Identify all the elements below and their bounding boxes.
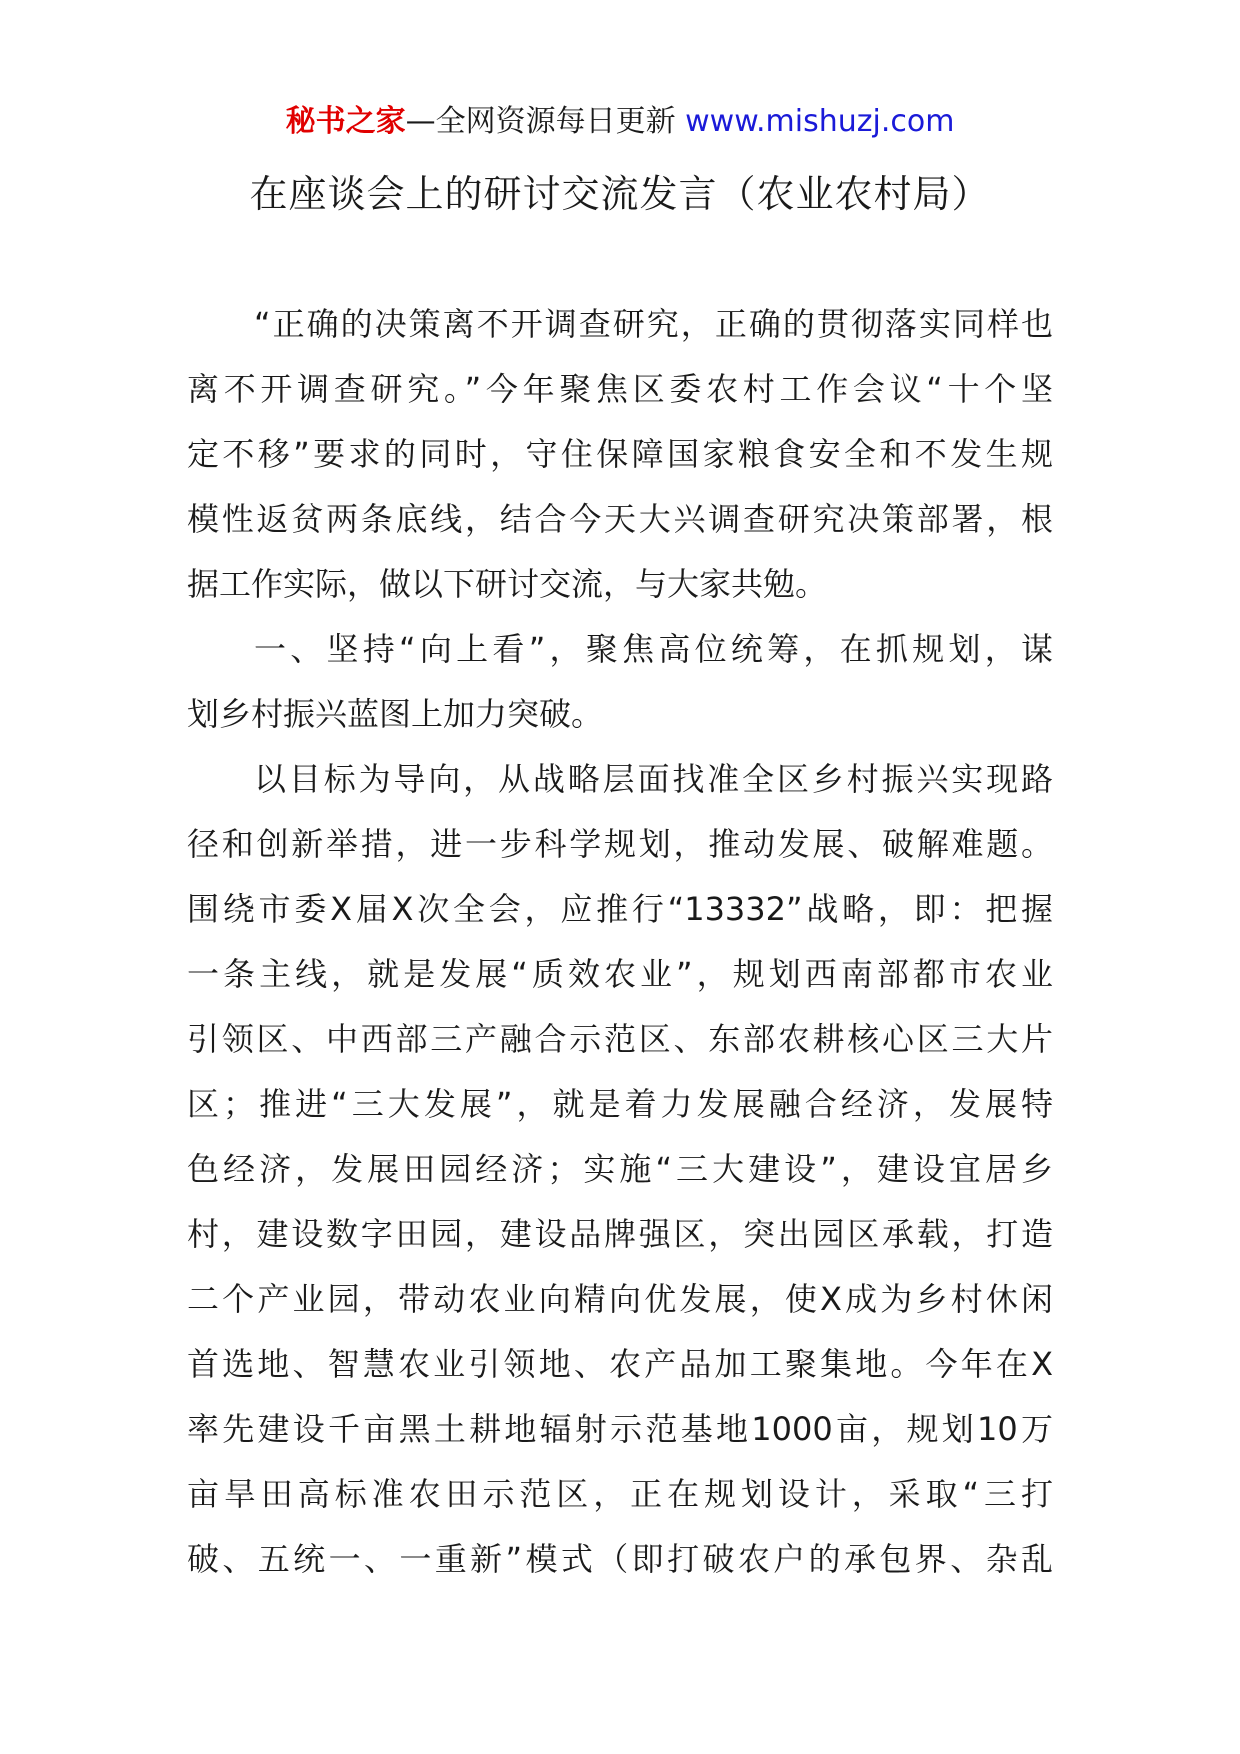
brand-name: 秘书之家	[285, 104, 406, 139]
banner-tagline: —全网资源每日更新	[405, 104, 676, 139]
body-line: 以目标为导向，从战略层面找准全区乡村振兴实现路	[254, 760, 1053, 798]
document-body	[187, 292, 1053, 1592]
body-line: 破、五统一、一重新”模式（即打破农户的承包界、杂乱	[187, 1540, 1053, 1578]
body-line: 围绕市委Ⅹ届Ⅹ次全会，应推行“13332”战略，即：把握	[187, 890, 1053, 928]
document-title: 在座谈会上的研讨交流发言（农业农村局）	[249, 172, 991, 216]
body-line: “正确的决策离不开调查研究，正确的贯彻落实同样也	[254, 305, 1053, 343]
body-line: 定不移”要求的同时，守住保障国家粮食安全和不发生规	[187, 435, 1053, 473]
body-line: 首选地、智慧农业引领地、农产品加工聚集地。今年在Ⅹ	[187, 1345, 1053, 1383]
site-url-link[interactable]: www.mishuzj.com	[685, 104, 955, 139]
body-line: 二个产业园，带动农业向精向优发展，使Ⅹ成为乡村休闲	[187, 1280, 1053, 1318]
body-line: 一条主线，就是发展“质效农业”，规划西南部都市农业	[187, 955, 1053, 993]
body-line: 村，建设数字田园，建设品牌强区，突出园区承载，打造	[187, 1215, 1053, 1253]
body-line: 率先建设千亩黑土耕地辐射示范基地1000亩，规划10万	[187, 1410, 1053, 1448]
body-line: 径和创新举措，进一步科学规划，推动发展、破解难题。	[187, 825, 1053, 863]
section-heading-line: 划乡村振兴蓝图上加力突破。	[187, 695, 604, 733]
body-line: 区；推进“三大发展”，就是着力发展融合经济，发展特	[187, 1085, 1053, 1123]
body-line: 据工作实际，做以下研讨交流，与大家共勉。	[187, 565, 828, 603]
body-line: 离不开调查研究。”今年聚焦区委农村工作会议“十个坚	[187, 370, 1053, 408]
body-line: 引领区、中西部三产融合示范区、东部农耕核心区三大片	[187, 1020, 1053, 1058]
body-line: 色经济，发展田园经济；实施“三大建设”，建设宜居乡	[187, 1150, 1053, 1188]
body-line: 模性返贫两条底线，结合今天大兴调查研究决策部署，根	[187, 500, 1053, 538]
site-banner	[0, 98, 1240, 146]
section-heading-line: 一、坚持“向上看”，聚焦高位统筹，在抓规划，谋	[254, 630, 1053, 668]
body-line: 亩旱田高标准农田示范区，正在规划设计，采取“三打	[187, 1475, 1053, 1513]
